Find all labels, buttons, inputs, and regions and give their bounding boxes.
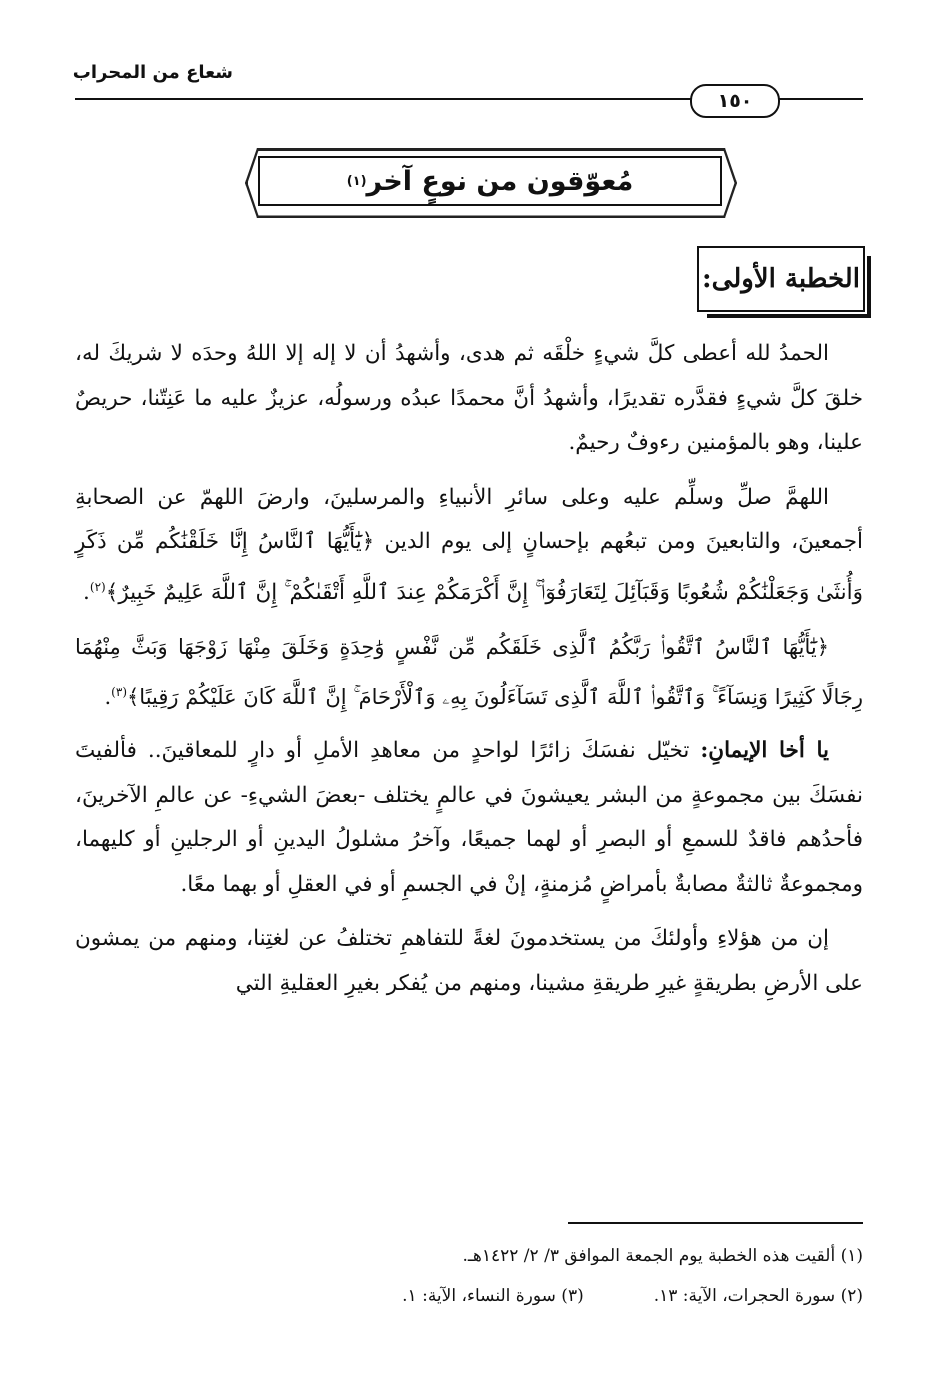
chapter-title xyxy=(258,156,722,206)
body-text xyxy=(75,332,863,1016)
paragraph-lead: يا أخا الإيمانِ: xyxy=(700,738,829,764)
title-footnote-marker: (١) xyxy=(346,173,367,189)
footnote-1: (١) ألقيت هذه الخطبة يوم الجمعة الموافق ٣/ ٢/ ١٤٢٢هـ. xyxy=(462,1246,863,1266)
footnote-marker-2: (٢) xyxy=(89,579,106,594)
paragraph-4 xyxy=(75,729,863,907)
period-3: . xyxy=(104,684,112,709)
chapter-title-text: مُعوّقون من نوعٍ آخر xyxy=(366,165,634,197)
running-title: شعاع من المحراب xyxy=(72,62,233,83)
paragraph-1: الحمدُ لله أعطى كلَّ شيءٍ خلْقَه ثم هدى، وأشهدُ أن لا إله إلا اللهُ وحدَه لا شريكَ له، خلقَ كلَّ شيءٍ فقدَّره تقديرًا، وأشهدُ أنَّ محمدًا عبدُه ورسولُه، عزيزٌ عليه ما عَنِتّنا، حريصٌ علينا، وهو بالمؤمنين رءوفٌ رحيمٌ. xyxy=(75,341,863,455)
footnote-3: (٣) سورة النساء، الآية: ١. xyxy=(402,1286,584,1306)
paragraph-3 xyxy=(75,625,863,719)
footnotes xyxy=(75,1236,863,1316)
footnote-row xyxy=(75,1276,863,1316)
paragraph-5: إن من هؤلاءِ وأولئكَ من يستخدمونَ لغةً للتفاهمِ تختلفُ عن لغتِنا، ومنهم من يمشون على الأرضِ بطريقةٍ غيرِ طريقةِ مشينا، ومنهم من يُفكر بغيرِ العقليةِ التي xyxy=(75,926,863,996)
paragraph-3-text: ﴿يَٰٓأَيُّهَا ٱلنَّاسُ ٱتَّقُوا۟ رَبَّكُمُ ٱلَّذِى خَلَقَكُم مِّن نَّفْسٍ وَٰحِدَةٍ وَخَلَقَ مِنْهَا زَوْجَهَا وَبَثَّ مِنْهُمَا رِجَالًا كَثِيرًا وَنِسَآءً ۚ وَٱتَّقُوا۟ ٱللَّهَ ٱلَّذِى تَسَآءَلُونَ بِهِۦ وَٱلْأَرْحَامَ ۚ إِنَّ ٱللَّهَ كَانَ عَلَيْكُمْ رَقِيبًا﴾ xyxy=(75,635,863,709)
paragraph-2-text: اللهمَّ صلِّ وسلِّم عليه وعلى سائرِ الأنبياءِ والمرسلينَ، وارضَ اللهمّ عن الصحابةِ أجمعينَ، والتابعينَ ومن تبعُهم بإحسانٍ إلى يوم الدين ﴿يَٰٓأَيُّهَا ٱلنَّاسُ إِنَّا خَلَقْنَٰكُم مِّن ذَكَرٍ وَأُنثَىٰ وَجَعَلْنَٰكُمْ شُعُوبًا وَقَبَآئِلَ لِتَعَارَفُوٓا۟ ۚ إِنَّ أَكْرَمَكُمْ عِندَ ٱللَّهِ أَتْقَىٰكُمْ ۚ إِنَّ ٱللَّهَ عَلِيمٌ خَبِيرٌ﴾ xyxy=(75,484,863,605)
footnote-marker-3: (٣) xyxy=(111,684,127,699)
period-2: . xyxy=(83,579,90,605)
page-number: ١٥٠ xyxy=(690,84,780,118)
footnote-2: (٢) سورة الحجرات، الآية: ١٣. xyxy=(653,1286,863,1306)
footnote-rule xyxy=(568,1222,863,1224)
section-heading: الخطبة الأولى: xyxy=(697,246,865,312)
paragraph-4-text: تخيّل نفسَكَ زائرًا لواحدٍ من معاهدِ الأملِ أو دارٍ للمعاقينَ.. فألفيتَ نفسَكَ بين مجموعةٍ من البشر يعيشونَ في عالمٍ يختلف -بعضَ الشيءِ- عن عالمِ الآخرينَ، فأحدُهم فاقدٌ للسمعِ أو البصرِ أو لهما جميعًا، وآخرُ مشلولُ اليدينِ أو الرجلينِ أو كليهما، ومجموعةٌ ثالثةٌ مصابةٌ بأمراضٍ مُزمنةٍ، إنْ في الجسمِ أو في العقلِ أو بهما معًا. xyxy=(75,738,863,897)
paragraph-2 xyxy=(75,476,863,616)
